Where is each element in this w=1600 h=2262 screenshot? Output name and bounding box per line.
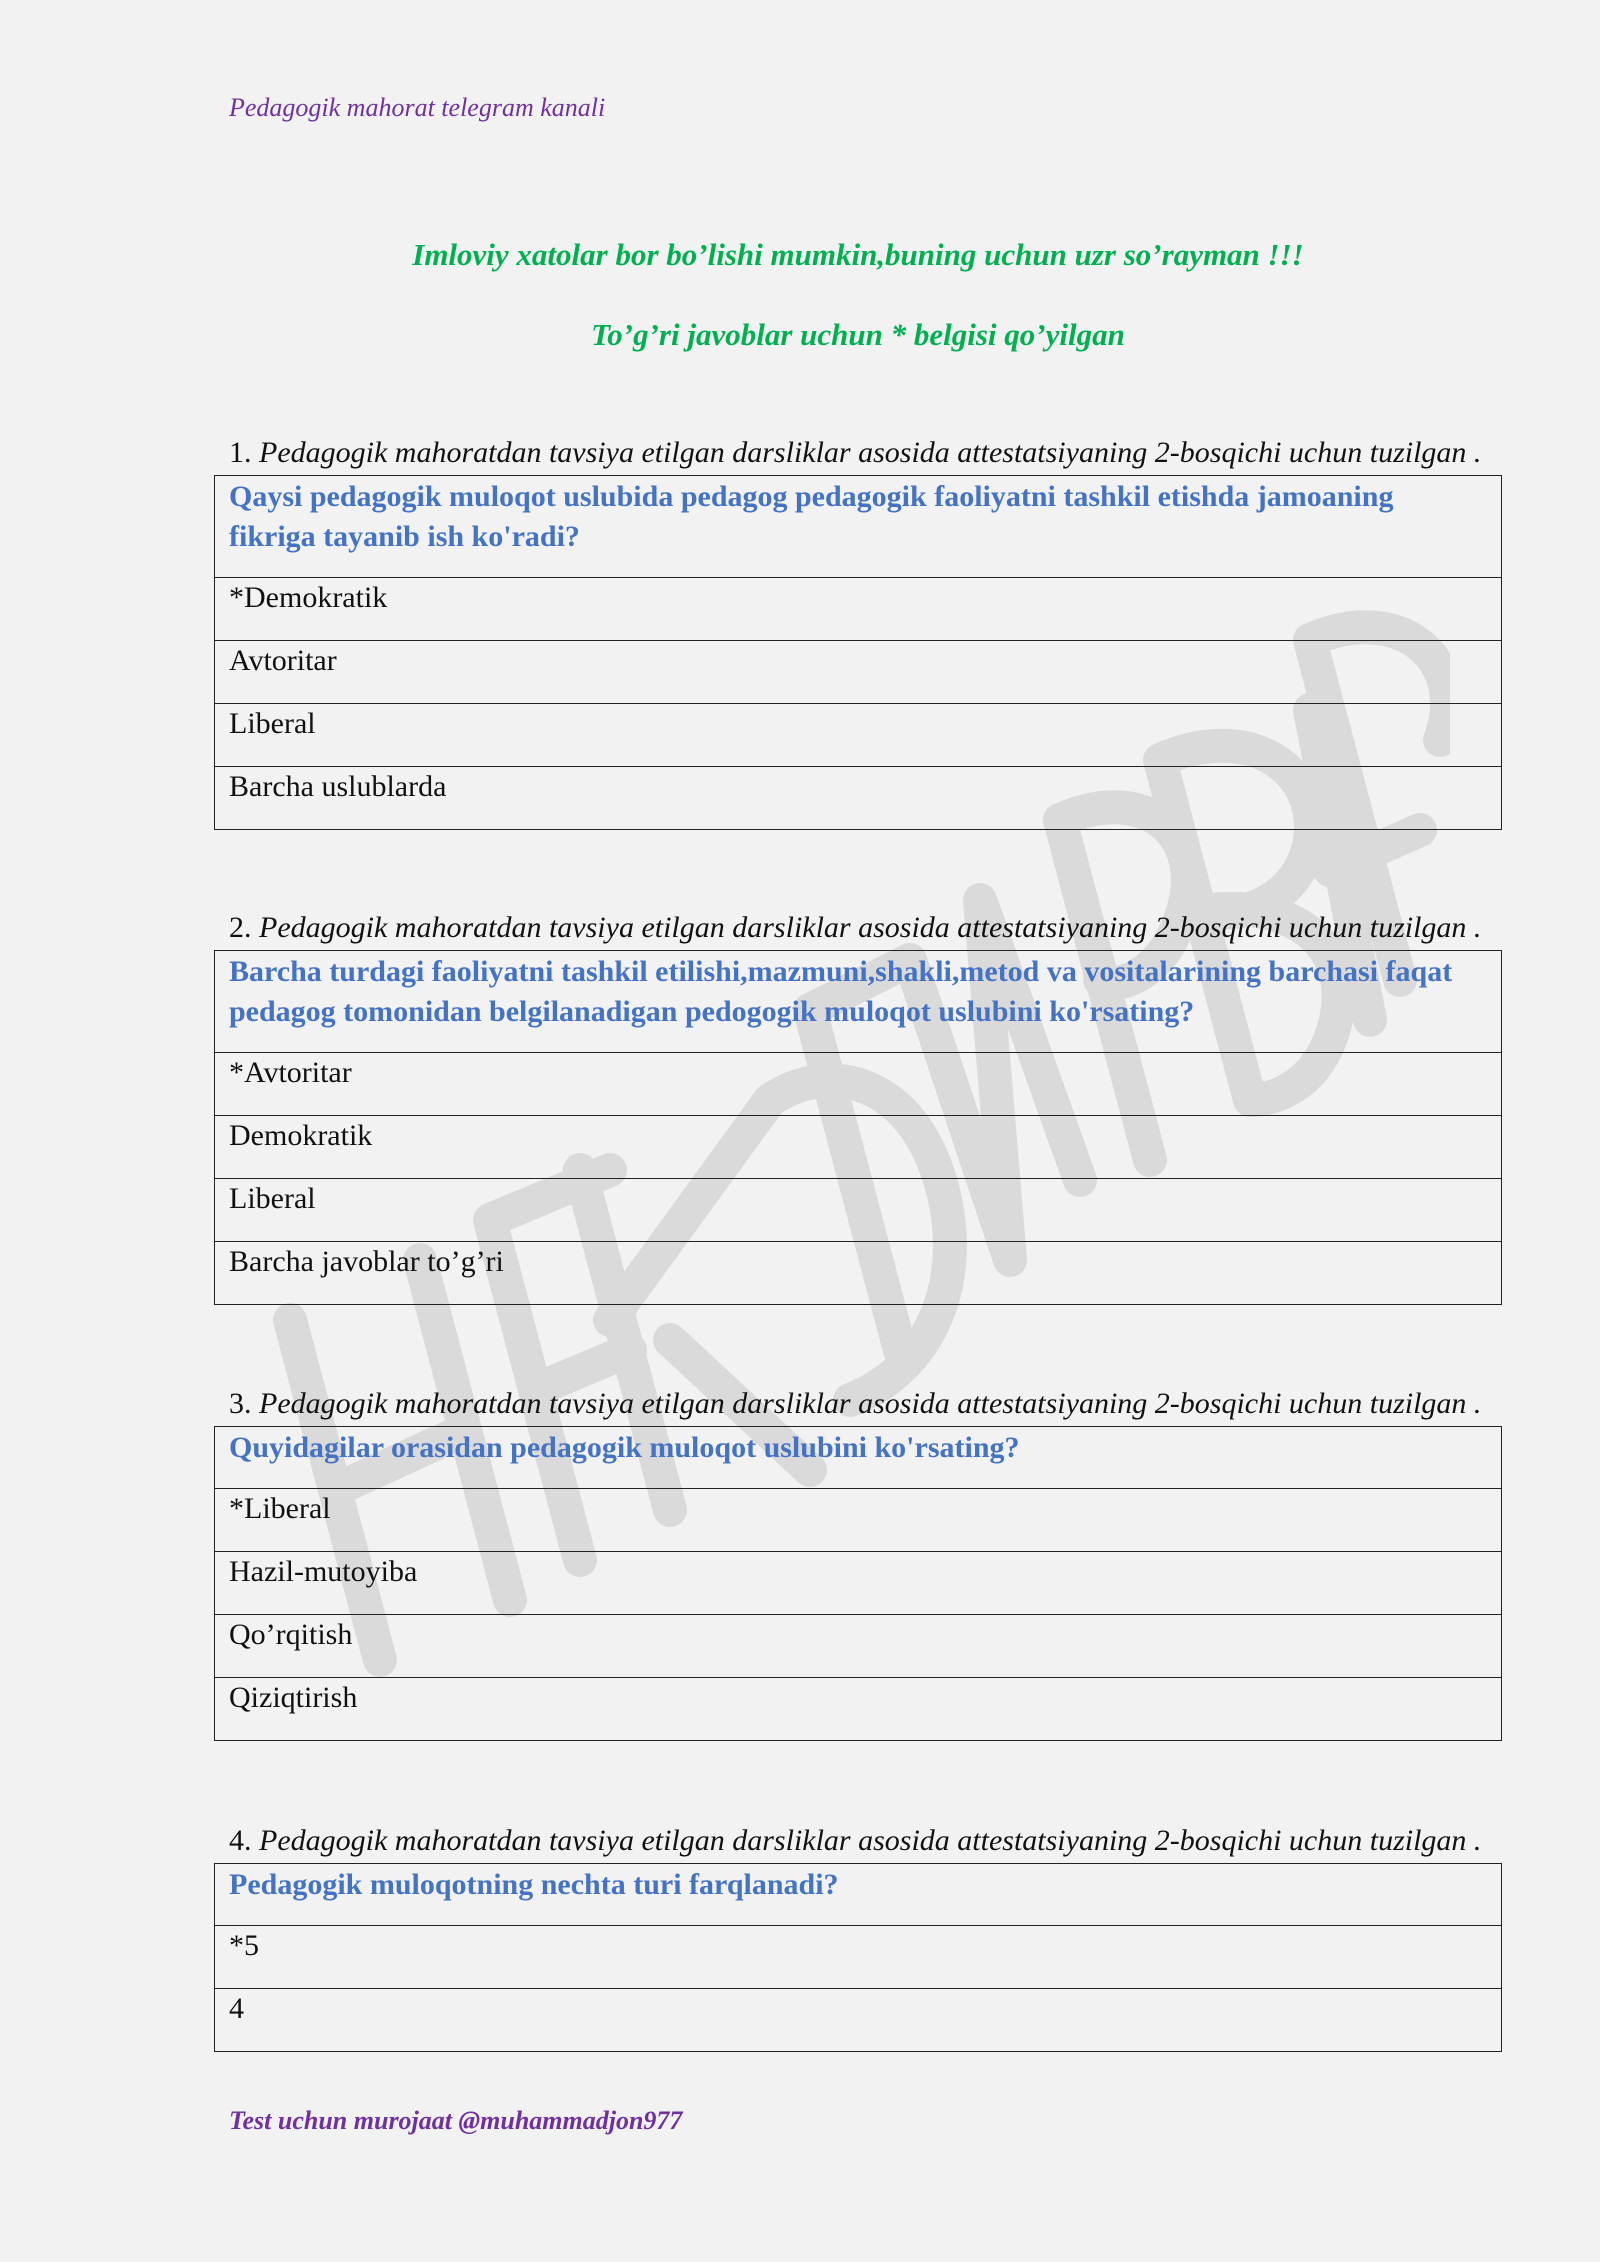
typo-notice: Imloviy xatolar bor bo’lishi mumkin,buning uchun uzr so’rayman !!!: [412, 237, 1304, 272]
question-table: [214, 950, 1502, 1305]
intro-text: Pedagogik mahoratdan tavsiya etilgan darsliklar asosida attestatsiyaning 2-bosqichi uchun tuzilgan .: [259, 1824, 1482, 1857]
question-text: Pedagogik muloqotning nechta turi farqlanadi?: [215, 1864, 1502, 1926]
answer-option: Liberal: [215, 1179, 1502, 1242]
intro-text: Pedagogik mahoratdan tavsiya etilgan darsliklar asosida attestatsiyaning 2-bosqichi uchun tuzilgan .: [259, 1387, 1482, 1420]
answer-option: Avtoritar: [215, 641, 1502, 704]
question-intro: [214, 1821, 1502, 1861]
question-number: 4.: [229, 1824, 252, 1857]
answer-option: Hazil-mutoyiba: [215, 1552, 1502, 1615]
answer-option-correct: *Demokratik: [215, 578, 1502, 641]
question-text: Barcha turdagi faoliyatni tashkil etilishi,mazmuni,shakli,metod va vositalarining barchasi faqat pedagog tomonidan belgilanadigan pedogogik muloqot uslubini ko'rsating?: [215, 951, 1502, 1053]
question-table: [214, 475, 1502, 830]
channel-header: Pedagogik mahorat telegram kanali: [229, 93, 606, 122]
question-block-1: [214, 433, 1502, 830]
question-number: 3.: [229, 1387, 252, 1420]
contact-footer: Test uchun murojaat @muhammadjon977: [229, 2106, 683, 2135]
question-block-4: [214, 1821, 1502, 2052]
question-number: 2.: [229, 911, 252, 944]
question-text: Qaysi pedagogik muloqot uslubida pedagog pedagogik faoliyatni tashkil etishda jamoaning fikriga tayanib ish ko'radi?: [215, 476, 1502, 578]
answer-option: Qo’rqitish: [215, 1615, 1502, 1678]
answer-key-notice: To’g’ri javoblar uchun * belgisi qo’yilgan: [591, 317, 1125, 352]
question-number: 1.: [229, 436, 252, 469]
answer-option: 4: [215, 1989, 1502, 2052]
question-block-2: [214, 908, 1502, 1305]
question-table: [214, 1426, 1502, 1741]
answer-option: Barcha javoblar to’g’ri: [215, 1242, 1502, 1305]
answer-option-correct: *Avtoritar: [215, 1053, 1502, 1116]
intro-text: Pedagogik mahoratdan tavsiya etilgan darsliklar asosida attestatsiyaning 2-bosqichi uchun tuzilgan .: [259, 911, 1482, 944]
answer-option: Demokratik: [215, 1116, 1502, 1179]
question-intro: [214, 908, 1502, 948]
answer-option: Barcha uslublarda: [215, 767, 1502, 830]
question-intro: [214, 1384, 1502, 1424]
answer-option: Qiziqtirish: [215, 1678, 1502, 1741]
question-text: Quyidagilar orasidan pedagogik muloqot uslubini ko'rsating?: [215, 1427, 1502, 1489]
answer-option-correct: *5: [215, 1926, 1502, 1989]
question-table: [214, 1863, 1502, 2052]
question-intro: [214, 433, 1502, 473]
answer-option: Liberal: [215, 704, 1502, 767]
intro-text: Pedagogik mahoratdan tavsiya etilgan darsliklar asosida attestatsiyaning 2-bosqichi uchun tuzilgan .: [259, 436, 1482, 469]
question-block-3: [214, 1384, 1502, 1741]
answer-option-correct: *Liberal: [215, 1489, 1502, 1552]
